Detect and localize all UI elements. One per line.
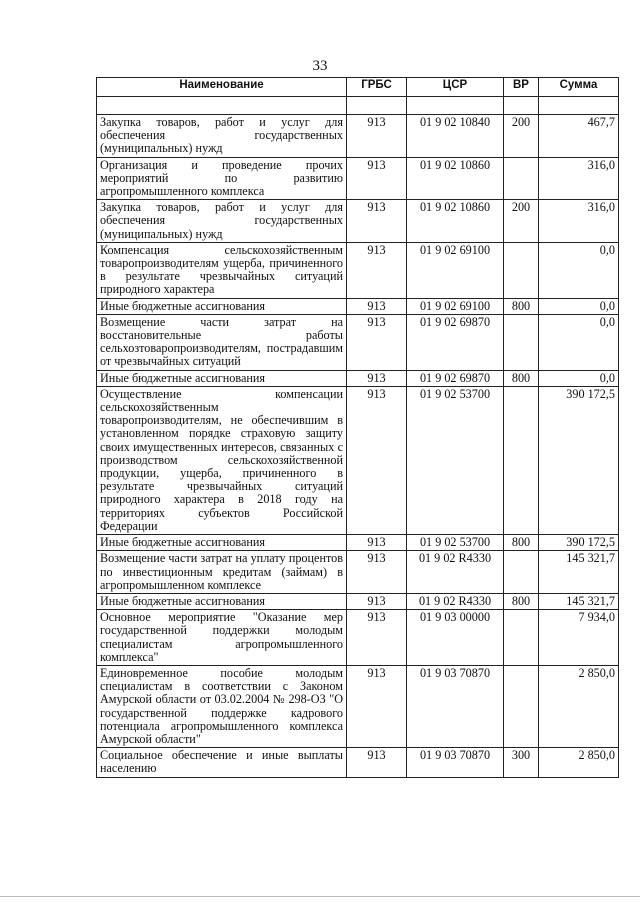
- row-grbs: 913: [347, 370, 407, 386]
- row-sum: 145 321,7: [539, 551, 619, 594]
- row-name: Закупка товаров, работ и услуг для обеспечения государственных (муниципальных) нужд: [97, 200, 347, 243]
- table-row: [97, 115, 619, 158]
- table-row: [97, 535, 619, 551]
- table-row: [97, 593, 619, 609]
- table-row: [97, 157, 619, 200]
- row-name: Иные бюджетные ассигнования: [97, 298, 347, 314]
- row-name: Иные бюджетные ассигнования: [97, 370, 347, 386]
- row-grbs: 913: [347, 593, 407, 609]
- spacer-cell: [97, 97, 347, 115]
- row-vr: [504, 242, 539, 298]
- table-row: [97, 610, 619, 666]
- table-row: [97, 748, 619, 777]
- row-name: Организация и проведение прочих мероприятий по развитию агропромышленного комплекса: [97, 157, 347, 200]
- header-grbs: ГРБС: [347, 78, 407, 97]
- row-name: Осуществление компенсации сельскохозяйственным товаропроизводителям, не обеспечившим в установленном порядке страховую защиту своих имущественных интересов, связанных с производством сельскохозяйственной продукции, ущерба, причиненного в результате чрезвычайных ситуаций природного характера в 2018 году на территориях субъектов Российской Федерации: [97, 386, 347, 534]
- row-vr: 200: [504, 115, 539, 158]
- row-csr: 01 9 02 R4330: [407, 551, 504, 594]
- row-sum: 316,0: [539, 200, 619, 243]
- spacer-cell: [407, 97, 504, 115]
- row-name: Иные бюджетные ассигнования: [97, 593, 347, 609]
- row-grbs: 913: [347, 610, 407, 666]
- row-csr: 01 9 02 69870: [407, 370, 504, 386]
- row-sum: 0,0: [539, 242, 619, 298]
- row-grbs: 913: [347, 386, 407, 534]
- row-vr: [504, 386, 539, 534]
- row-sum: 2 850,0: [539, 748, 619, 777]
- row-name: Возмещение части затрат на восстановительные работы сельхозтоваропроизводителям, пострадавшим от чрезвычайных ситуаций: [97, 314, 347, 370]
- spacer-cell: [504, 97, 539, 115]
- row-csr: 01 9 02 R4330: [407, 593, 504, 609]
- row-vr: 800: [504, 593, 539, 609]
- row-csr: 01 9 02 69100: [407, 298, 504, 314]
- table-row: [97, 200, 619, 243]
- row-csr: 01 9 03 70870: [407, 748, 504, 777]
- row-name: Иные бюджетные ассигнования: [97, 535, 347, 551]
- row-vr: 300: [504, 748, 539, 777]
- row-grbs: 913: [347, 157, 407, 200]
- row-sum: 145 321,7: [539, 593, 619, 609]
- row-vr: [504, 157, 539, 200]
- scan-edge-line: [0, 896, 640, 897]
- spacer-cell: [539, 97, 619, 115]
- row-csr: 01 9 03 70870: [407, 665, 504, 747]
- budget-table: [96, 77, 619, 778]
- row-csr: 01 9 02 10840: [407, 115, 504, 158]
- row-sum: 390 172,5: [539, 386, 619, 534]
- row-grbs: 913: [347, 535, 407, 551]
- row-grbs: 913: [347, 115, 407, 158]
- row-name: Основное мероприятие "Оказание мер государственной поддержки молодым специалистам агропромышленного комплекса": [97, 610, 347, 666]
- page-number: 33: [312, 58, 328, 74]
- row-grbs: 913: [347, 665, 407, 747]
- row-vr: [504, 551, 539, 594]
- row-sum: 0,0: [539, 298, 619, 314]
- row-vr: [504, 314, 539, 370]
- table-row: [97, 551, 619, 594]
- row-sum: 467,7: [539, 115, 619, 158]
- row-grbs: 913: [347, 748, 407, 777]
- row-name: Единовременное пособие молодым специалистам в соответствии с Законом Амурской области от 03.02.2004 № 298-ОЗ "О государственной поддержке кадрового потенциала агропромышленного комплекса Амурской области": [97, 665, 347, 747]
- row-grbs: 913: [347, 551, 407, 594]
- row-csr: 01 9 02 69100: [407, 242, 504, 298]
- table-row: [97, 242, 619, 298]
- row-vr: [504, 665, 539, 747]
- row-name: Возмещение части затрат на уплату процентов по инвестиционным кредитам (займам) в агропромышленном комплексе: [97, 551, 347, 594]
- table-row: [97, 370, 619, 386]
- spacer-cell: [347, 97, 407, 115]
- table-row: [97, 386, 619, 534]
- row-csr: 01 9 02 69870: [407, 314, 504, 370]
- row-grbs: 913: [347, 242, 407, 298]
- header-vr: ВР: [504, 78, 539, 97]
- header-csr: ЦСР: [407, 78, 504, 97]
- row-sum: 0,0: [539, 314, 619, 370]
- row-csr: 01 9 02 10860: [407, 200, 504, 243]
- row-vr: 800: [504, 298, 539, 314]
- row-sum: 0,0: [539, 370, 619, 386]
- row-csr: 01 9 03 00000: [407, 610, 504, 666]
- row-grbs: 913: [347, 200, 407, 243]
- row-csr: 01 9 02 53700: [407, 386, 504, 534]
- row-name: Закупка товаров, работ и услуг для обеспечения государственных (муниципальных) нужд: [97, 115, 347, 158]
- table-spacer-row: [97, 97, 619, 115]
- table-header-row: [97, 78, 619, 97]
- row-grbs: 913: [347, 298, 407, 314]
- row-grbs: 913: [347, 314, 407, 370]
- row-csr: 01 9 02 10860: [407, 157, 504, 200]
- row-csr: 01 9 02 53700: [407, 535, 504, 551]
- table-row: [97, 665, 619, 747]
- row-sum: 2 850,0: [539, 665, 619, 747]
- table-row: [97, 314, 619, 370]
- row-sum: 316,0: [539, 157, 619, 200]
- row-sum: 7 934,0: [539, 610, 619, 666]
- row-name: Компенсация сельскохозяйственным товаропроизводителям ущерба, причиненного в результате чрезвычайных ситуаций природного характера: [97, 242, 347, 298]
- row-name: Социальное обеспечение и иные выплаты населению: [97, 748, 347, 777]
- row-vr: 800: [504, 370, 539, 386]
- header-sum: Сумма: [539, 78, 619, 97]
- row-sum: 390 172,5: [539, 535, 619, 551]
- row-vr: 800: [504, 535, 539, 551]
- row-vr: 200: [504, 200, 539, 243]
- row-vr: [504, 610, 539, 666]
- table-row: [97, 298, 619, 314]
- header-name: Наименование: [97, 78, 347, 97]
